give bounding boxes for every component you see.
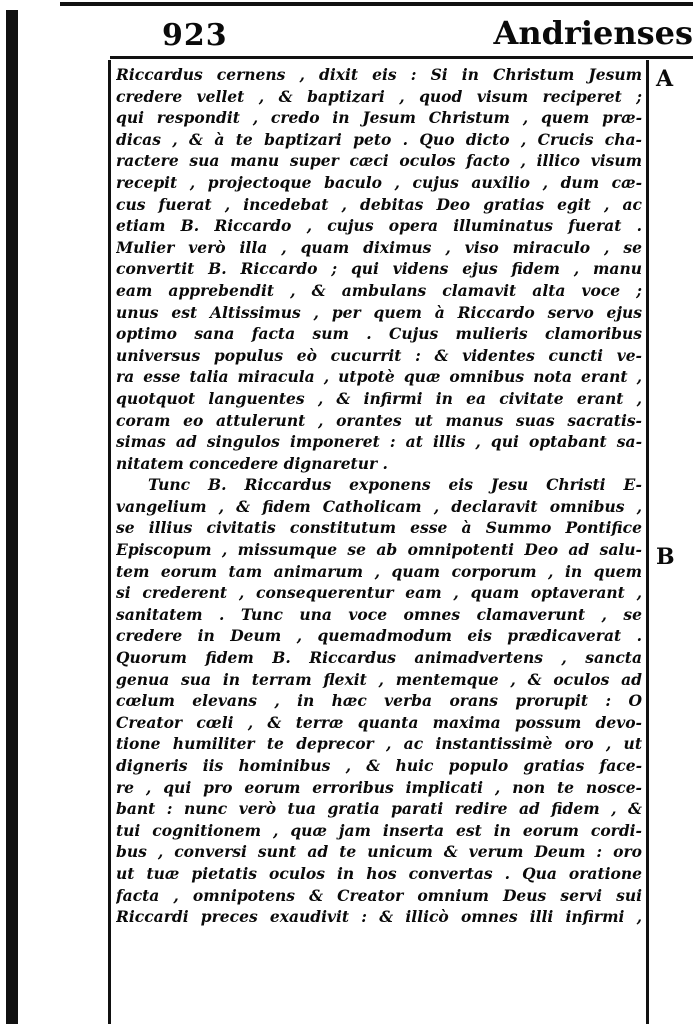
text-line: Riccardi preces exaudivit : & illicò omnes illi infirmi ,	[116, 907, 642, 927]
text-line: quotquot languentes , & infirmi in ea civitate erant ,	[116, 388, 642, 408]
margin-letter-b: B	[656, 544, 675, 570]
text-line: se illius civitatis constitutum esse à Summo Pontifice	[116, 518, 642, 538]
text-line: Creator cœli , & terræ quanta maxima possum devo-	[116, 712, 642, 732]
text-line: Mulier verò illa , quam diximus , viso miraculo , se	[116, 237, 642, 257]
text-line: bant : nunc verò tua gratia parati redire ad fidem , &	[116, 799, 642, 819]
text-line: qui respondit , credo in Jesum Christum , quem præ-	[116, 108, 642, 128]
column-frame-left	[108, 60, 111, 1024]
text-line: re , qui pro eorum erroribus implicati , non te nosce-	[116, 777, 642, 797]
text-line: Riccardus cernens , dixit eis : Si in Christum Jesum	[116, 65, 642, 84]
text-line: coram eo attulerunt , orantes ut manus suas sacratis-	[116, 410, 642, 430]
top-rule	[60, 2, 693, 6]
text-line: Quorum fidem B. Riccardus animadvertens , sancta	[116, 648, 642, 668]
text-line: ractere sua manu super cæci oculos facto , illico visum	[116, 151, 642, 171]
text-line: dicas , & à te baptizari peto . Quo dicto , Crucis cha-	[116, 129, 642, 149]
text-line: etiam B. Riccardo , cujus opera illuminatus fuerat .	[116, 216, 642, 236]
text-line: tione humiliter te deprecor , ac instantissimè oro , ut	[116, 734, 642, 754]
text-line: tui cognitionem , quæ jam inserta est in eorum cordi-	[116, 820, 642, 840]
header-rule	[110, 56, 693, 59]
running-head: Andrienses	[493, 14, 693, 52]
text-line: simas ad singulos imponeret : at illis , qui optabant sa-	[116, 432, 642, 452]
text-line: vangelium , & fidem Catholicam , declaravit omnibus ,	[116, 496, 642, 516]
text-line: recepit , projectoque baculo , cujus auxilio , dum cæ-	[116, 172, 642, 192]
text-line: optimo sana facta sum . Cujus mulieris clamoribus	[116, 324, 642, 344]
text-line: credere vellet , & baptizari , quod visum reciperet ;	[116, 86, 642, 106]
text-line: genua sua in terram flexit , mentemque , & oculos ad	[116, 669, 642, 689]
text-line: sanitatem . Tunc una voce omnes clamaverunt , se	[116, 604, 642, 624]
body-text	[116, 64, 642, 928]
text-line: unus est Altissimus , per quem à Riccardo servo ejus	[116, 302, 642, 322]
text-line: eam apprebendit , & ambulans clamavit alta voce ;	[116, 280, 642, 300]
paragraph-start-line: Tunc B. Riccardus exponens eis Jesu Christi E-	[148, 475, 642, 495]
page-number: 923	[162, 18, 228, 53]
text-line: digneris iis hominibus , & huic populo gratias face-	[116, 756, 642, 775]
text-line: convertit B. Riccardo ; qui videns ejus fidem , manu	[116, 259, 642, 279]
text-line: facta , omnipotens & Creator omnium Deus servi sui	[116, 885, 642, 905]
text-line: si crederent , consequerentur eam , quam optaverant ,	[116, 583, 642, 603]
text-line: bus , conversi sunt ad te unicum & verum Deum : oro	[116, 842, 642, 862]
text-line: credere in Deum , quemadmodum eis prædicaverat .	[116, 626, 642, 646]
text-line: cœlum elevans , in hæc verba orans prorupit : O	[116, 691, 642, 711]
paragraph-end-line: nitatem concedere dignaretur .	[116, 453, 388, 473]
margin-letter-a: A	[656, 66, 674, 92]
text-line: ra esse talia miracula , utpotè quæ omnibus nota erant ,	[116, 367, 642, 387]
text-line: Episcopum , missumque se ab omnipotenti Deo ad salu-	[116, 540, 642, 560]
binding-gutter	[6, 10, 18, 1024]
text-line: tem eorum tam animarum , quam corporum , in quem	[116, 561, 642, 581]
column-frame-right	[646, 60, 649, 1024]
text-line: cus fuerat , incedebat , debitas Deo gratias egit , ac	[116, 194, 642, 214]
text-line: ut tuæ pietatis oculos in hos convertas . Qua oratione	[116, 863, 642, 883]
text-line: universus populus eò cucurrit : & videntes cuncti ve-	[116, 345, 642, 365]
